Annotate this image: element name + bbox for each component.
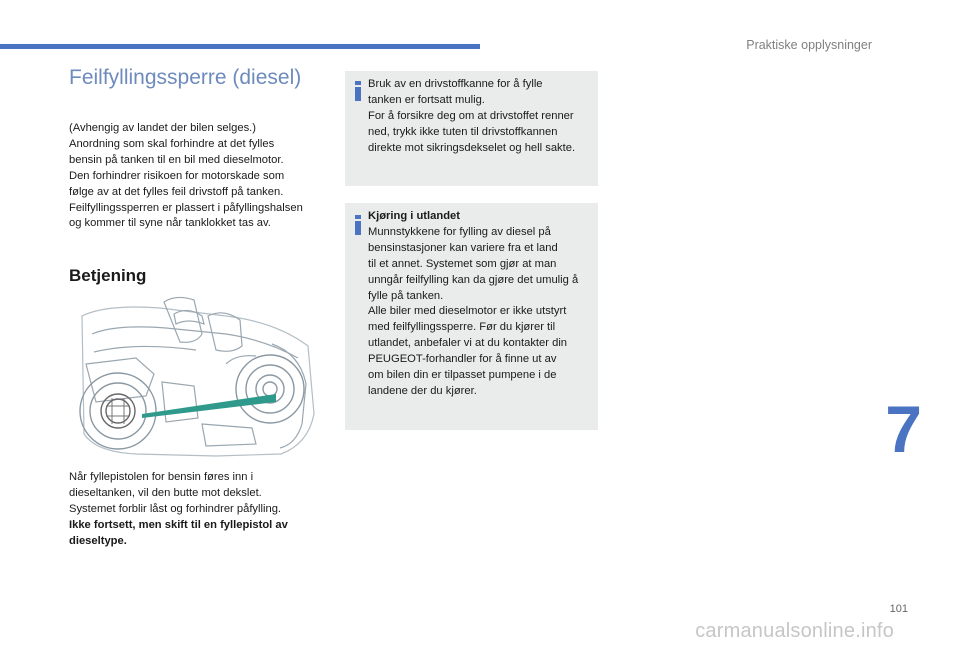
- info-line: Munnstykkene for fylling av diesel på: [368, 225, 551, 238]
- info-box-fuel-can: [345, 71, 598, 186]
- info-icon: [353, 81, 363, 101]
- info-line: med feilfyllingssperre. Før du kjører til: [368, 321, 556, 334]
- operation-line: Når fyllepistolen for bensin føres inn i: [69, 471, 254, 483]
- info-line: Alle biler med dieselmotor er ikke utstyrt: [368, 305, 567, 318]
- info-line: unngår feilfylling kan da gjøre det umulig å: [368, 273, 579, 286]
- page-number: 101: [889, 603, 908, 615]
- info-line: til et annet. Systemet som gjør at man: [368, 257, 557, 270]
- operation-text: [69, 470, 335, 550]
- intro-line: følge av at det fylles feil drivstoff på tanken.: [69, 185, 284, 198]
- info-line: For å forsikre deg om at drivstoffet renner: [368, 109, 574, 122]
- watermark: carmanualsonline.info: [695, 620, 894, 642]
- info-line: tanken er fortsatt mulig.: [368, 93, 485, 106]
- fuel-filler-illustration: [76, 294, 320, 459]
- chapter-number: 7: [885, 392, 922, 466]
- intro-line: og kommer til syne når tanklokket tas av.: [69, 217, 271, 230]
- info-line: om bilen din er tilpasset pumpene i de: [368, 369, 557, 382]
- intro-line: bensin på tanken til en bil med dieselmotor.: [69, 153, 284, 166]
- info-icon: [353, 215, 363, 235]
- info-box-driving-abroad: [345, 203, 598, 430]
- intro-paragraph: [69, 121, 335, 232]
- info-line: bensinstasjoner kan variere fra et land: [368, 241, 558, 254]
- header-accent-bar: [0, 44, 480, 49]
- operation-warning-line: dieseltype.: [69, 534, 127, 547]
- section-header: Praktiske opplysninger: [746, 38, 872, 52]
- intro-line: (Avhengig av landet der bilen selges.): [69, 122, 256, 134]
- operation-line: Systemet forblir låst og forhindrer påfylling.: [69, 502, 282, 515]
- operation-warning-line: Ikke fortsett, men skift til en fyllepistol av: [69, 518, 288, 531]
- operation-line: dieseltanken, vil den butte mot dekslet.: [69, 486, 262, 499]
- info-line: direkte mot sikringsdekselet og hell sakte.: [368, 141, 576, 154]
- info-box-title: Kjøring i utlandet: [368, 210, 460, 222]
- page-title: Feilfyllingssperre (diesel): [69, 66, 302, 89]
- info-box-content: [368, 209, 596, 400]
- info-line: landene der du kjører.: [368, 384, 477, 397]
- info-line: utlandet, anbefaler vi at du kontakter din: [368, 337, 568, 350]
- intro-line: Anordning som skal forhindre at det fylles: [69, 137, 275, 150]
- info-line: PEUGEOT-forhandler for å finne ut av: [368, 353, 557, 366]
- info-line: fylle på tanken.: [368, 289, 444, 302]
- info-line: Bruk av en drivstoffkanne for å fylle: [368, 78, 543, 90]
- intro-line: Den forhindrer risikoen for motorskade som: [69, 169, 285, 182]
- operation-heading: Betjening: [69, 266, 147, 285]
- info-line: ned, trykk ikke tuten til drivstoffkannen: [368, 125, 558, 138]
- info-box-content: [368, 77, 596, 157]
- intro-line: Feilfyllingssperren er plassert i påfyllingshalsen: [69, 201, 303, 214]
